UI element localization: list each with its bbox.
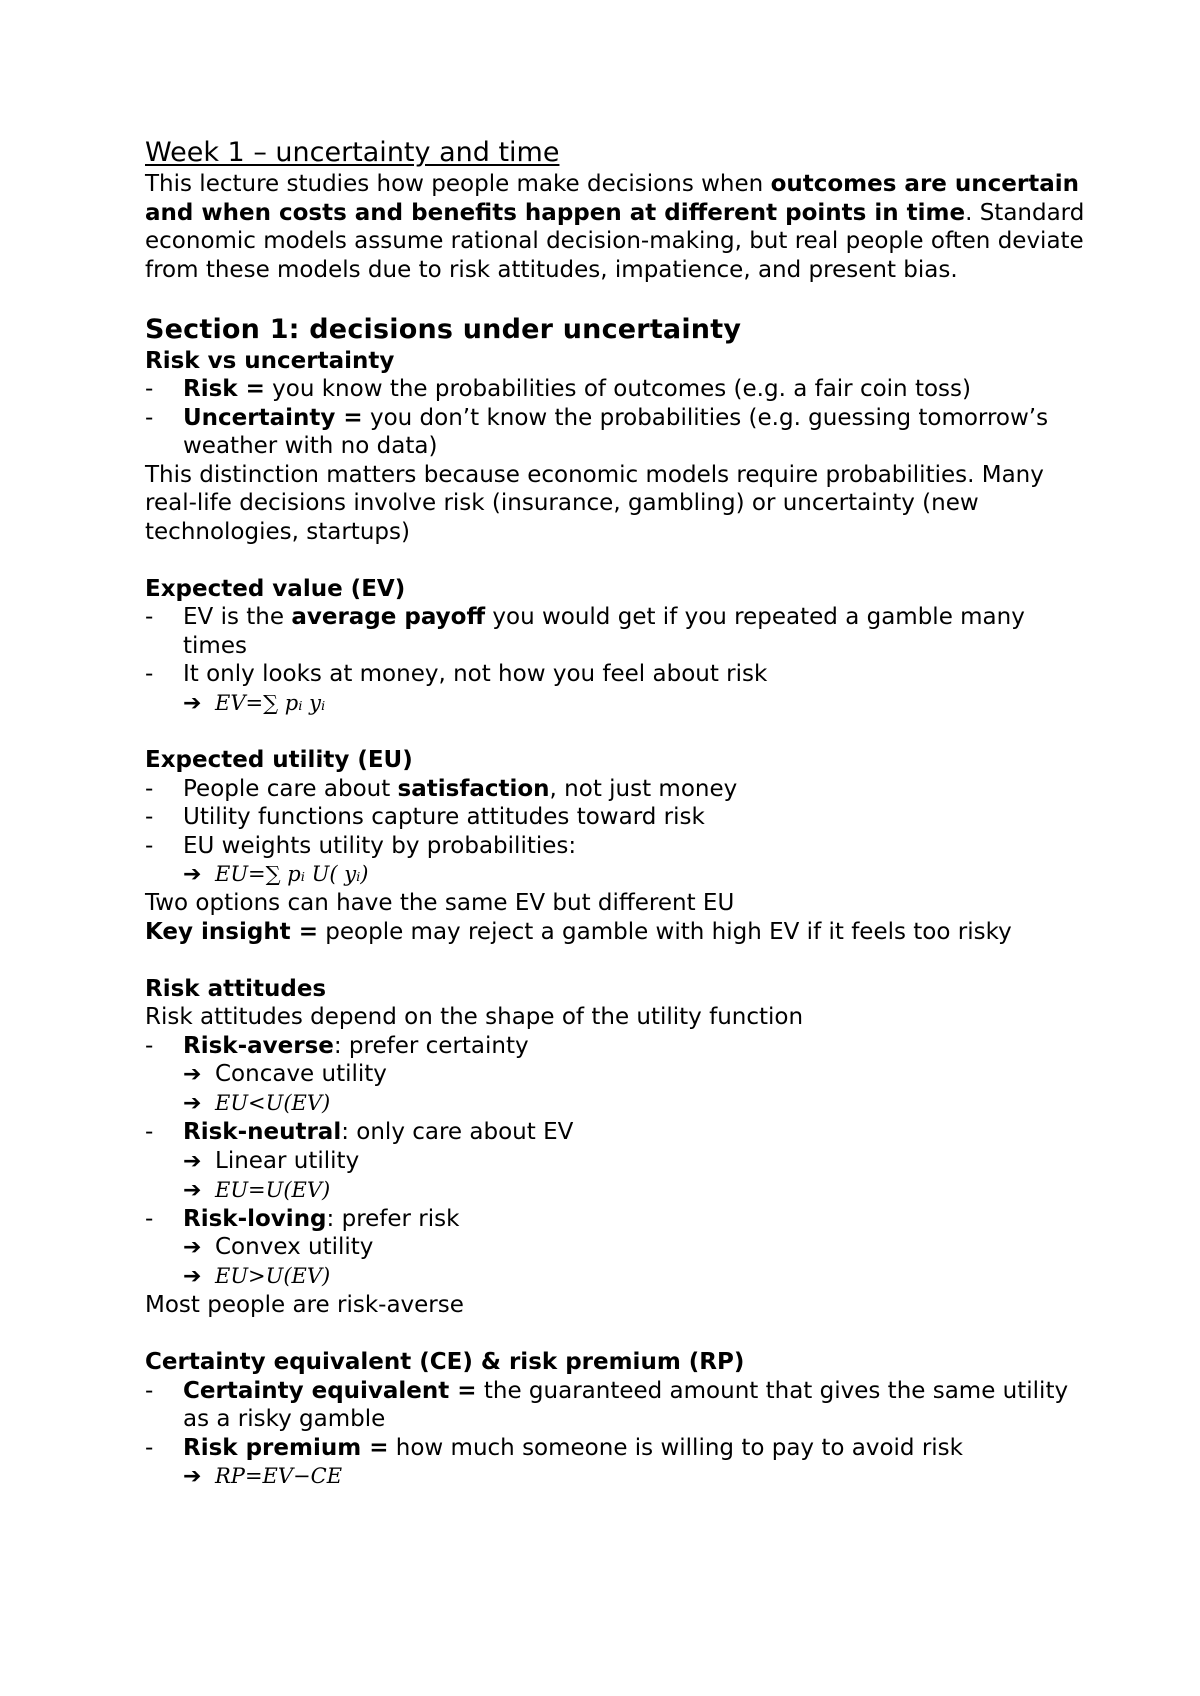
term: Risk-loving [183, 1205, 327, 1232]
formula: EU=U(EV) [215, 1177, 331, 1202]
risk-vs-uncertainty-heading: Risk vs uncertainty [145, 347, 395, 374]
dash-bullet: - [145, 775, 154, 802]
text: Utility functions capture attitudes toward risk [183, 804, 705, 830]
risk-attitudes-list [145, 1032, 1085, 1061]
dash-bullet: - [145, 1434, 154, 1461]
risk-attitudes-intro: Risk attitudes depend on the shape of the utility function [145, 1004, 804, 1030]
formula-line [145, 1176, 1085, 1205]
dash-bullet: - [145, 804, 154, 830]
list-item [145, 404, 1085, 461]
document-page [145, 136, 1085, 1491]
term: Risk-neutral [183, 1119, 342, 1145]
key-insight [145, 918, 1085, 947]
intro-text: This lecture studies how people make decisions when [145, 171, 771, 197]
definition: you don’t know the probabilities (e.g. guessing tomorrow’s weather with no data) [183, 404, 1049, 459]
definition: the guaranteed amount that gives the same utility as a risky gamble [183, 1377, 1069, 1432]
text: Concave utility [215, 1061, 387, 1087]
list-item [145, 660, 1085, 689]
text: EU weights utility by probabilities: [183, 832, 577, 859]
formula: EU<U(EV) [215, 1091, 331, 1115]
page-title: Week 1 – uncertainty and time [145, 137, 560, 168]
arrow-icon: ➔ [183, 1148, 202, 1174]
section-heading: Section 1: decisions under uncertainty [145, 313, 742, 345]
risk-attitudes-list [145, 1118, 1085, 1147]
formula-line [145, 1462, 1085, 1491]
text: people may reject a gamble with high EV if it feels too risky [317, 918, 1012, 945]
arrow-icon: ➔ [183, 1062, 202, 1087]
list-item [145, 1118, 1085, 1147]
expected-utility-list [145, 775, 1085, 861]
list-item [145, 832, 1085, 861]
term: average payoff [291, 604, 486, 630]
formula-line [145, 1262, 1085, 1291]
arrow-line [145, 1147, 1085, 1176]
expected-value-heading: Expected value (EV) [145, 575, 406, 602]
term: Risk premium = [183, 1434, 389, 1461]
intro-emphasis: outcomes are uncertain and when costs and benefits happen at different points in time [145, 171, 1079, 226]
intro-text-end: . Standard economic models assume rational decision-making, but real people often deviate from these models due to risk attitudes, impatience, and present bias. [145, 199, 1085, 283]
text: Linear utility [215, 1147, 360, 1174]
distinction-paragraph: This distinction matters because economic models require probabilities. Many real-life decisions involve risk (insurance, gambling) or uncertainty (new technologies, startups) [145, 461, 1044, 545]
formula: EU>U(EV) [215, 1264, 331, 1288]
eu-paragraph: Two options can have the same EV but different EU [145, 890, 735, 916]
term: Key insight = [145, 918, 318, 945]
arrow-icon: ➔ [183, 862, 202, 887]
dash-bullet: - [145, 604, 154, 630]
definition: how much someone is willing to pay to avoid risk [388, 1434, 963, 1461]
text: : prefer risk [326, 1205, 460, 1232]
dash-bullet: - [145, 1032, 154, 1059]
dash-bullet: - [145, 661, 154, 687]
arrow-icon: ➔ [183, 1464, 202, 1489]
list-item [145, 1377, 1085, 1434]
arrow-line [145, 1233, 1085, 1262]
arrow-icon: ➔ [183, 1177, 202, 1203]
text: you would get if you repeated a gamble many times [183, 604, 1025, 659]
dash-bullet: - [145, 404, 154, 431]
list-item [145, 775, 1085, 804]
term: Risk = [183, 376, 265, 402]
ce-rp-heading: Certainty equivalent (CE) & risk premium (RP) [145, 1349, 745, 1375]
dash-bullet: - [145, 1377, 154, 1404]
arrow-icon: ➔ [183, 1235, 202, 1260]
expected-value-list [145, 603, 1085, 689]
risk-attitudes-list [145, 1205, 1085, 1234]
formula-line [145, 860, 1085, 889]
intro-paragraph [145, 170, 1085, 284]
risk-vs-uncertainty-list [145, 375, 1085, 461]
dash-bullet: - [145, 1205, 154, 1232]
list-item [145, 375, 1085, 404]
list-item [145, 803, 1085, 832]
text: It only looks at money, not how you feel about risk [183, 661, 768, 687]
dash-bullet: - [145, 376, 154, 402]
arrow-icon: ➔ [183, 690, 202, 716]
list-item [145, 603, 1085, 660]
ce-rp-list [145, 1377, 1085, 1463]
list-item [145, 1032, 1085, 1061]
arrow-line [145, 1060, 1085, 1089]
term: Risk-averse [183, 1032, 334, 1059]
text: , not just money [549, 775, 738, 802]
list-item [145, 1205, 1085, 1234]
arrow-icon: ➔ [183, 1264, 202, 1289]
formula-line [145, 689, 1085, 718]
text: : prefer certainty [333, 1032, 529, 1059]
term: Uncertainty = [183, 404, 363, 431]
risk-attitudes-heading: Risk attitudes [145, 975, 327, 1002]
risk-attitudes-closing: Most people are risk-averse [145, 1292, 464, 1318]
formula-line [145, 1089, 1085, 1118]
dash-bullet: - [145, 1119, 154, 1145]
term: Certainty equivalent = [183, 1377, 477, 1404]
eu-formula: EU=∑ pᵢ U( yᵢ) [215, 862, 369, 886]
expected-utility-heading: Expected utility (EU) [145, 747, 413, 773]
dash-bullet: - [145, 832, 154, 859]
term: satisfaction [397, 775, 550, 802]
ev-formula: EV=∑ pᵢ yᵢ [215, 690, 326, 715]
text: EV is the [183, 604, 292, 630]
text: Convex utility [215, 1234, 374, 1260]
arrow-icon: ➔ [183, 1091, 202, 1116]
list-item [145, 1434, 1085, 1463]
text: : only care about EV [341, 1119, 574, 1145]
text: People care about [183, 775, 398, 802]
rp-formula: RP=EV−CE [215, 1464, 343, 1488]
definition: you know the probabilities of outcomes (e.g. a fair coin toss) [264, 376, 971, 402]
